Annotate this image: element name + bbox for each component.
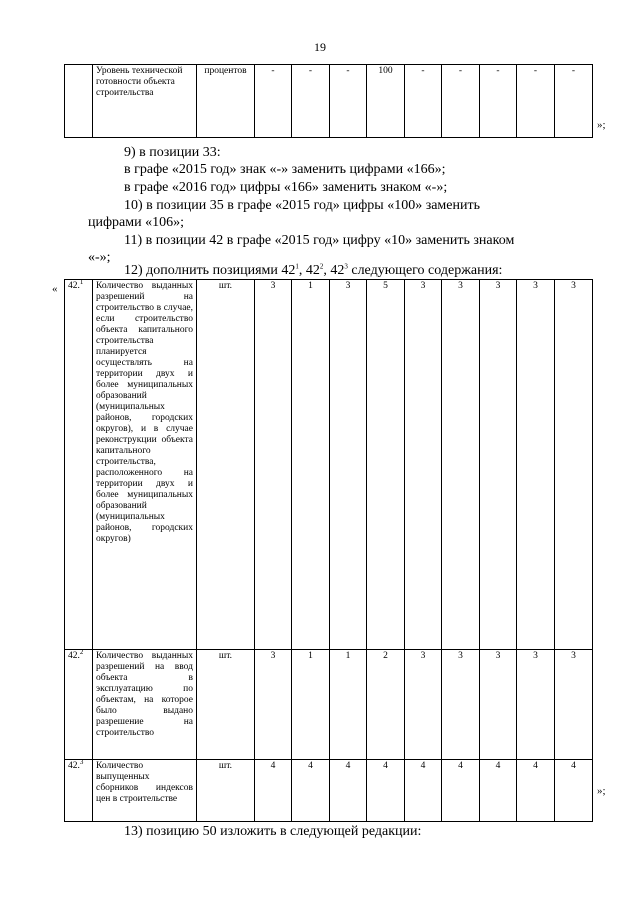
table-row <box>65 280 593 650</box>
value-cell: 1 <box>292 650 330 760</box>
value-cell: - <box>555 65 593 138</box>
value-cell: 3 <box>480 650 517 760</box>
closing-quote-mark: »; <box>597 785 606 797</box>
paragraph-12 <box>124 262 502 279</box>
paragraph-10b: цифрами «106»; <box>88 215 185 230</box>
value-cell: - <box>405 65 442 138</box>
paragraph-9: 9) в позиции 33: <box>124 145 221 160</box>
position-cell <box>65 65 93 138</box>
position-number: 42. <box>68 281 80 291</box>
paragraph-12-text: 12) дополнить позициями 42 <box>124 263 296 278</box>
paragraph-9a: в графе «2015 год» знак «-» заменить цифрами «166»; <box>124 162 446 177</box>
value-cell: - <box>330 65 367 138</box>
page-number: 19 <box>314 40 326 54</box>
paragraph-9b: в графе «2016 год» цифры «166» заменить знаком «-»; <box>124 180 448 195</box>
superscript: 1 <box>79 277 84 286</box>
main-table <box>64 279 593 822</box>
superscript: 3 <box>344 262 348 271</box>
value-cell: 4 <box>255 760 292 822</box>
value-cell: 4 <box>442 760 480 822</box>
value-cell: 4 <box>555 760 593 822</box>
value-cell: - <box>255 65 292 138</box>
value-cell: 1 <box>330 650 367 760</box>
superscript: 2 <box>79 647 84 656</box>
value-cell: 3 <box>255 650 292 760</box>
paragraph-12-text: следующего содержания: <box>347 263 503 278</box>
position-cell <box>65 647 93 760</box>
paragraph-11b: «-»; <box>88 250 111 265</box>
value-cell: - <box>292 65 330 138</box>
closing-quote-mark: »; <box>597 119 606 131</box>
paragraph-10a: 10) в позиции 35 в графе «2015 год» цифры «100» заменить <box>124 198 480 213</box>
paragraph-12-text: , 42 <box>323 263 345 278</box>
unit-cell: процентов <box>197 65 255 138</box>
paragraph-12-text: , 42 <box>298 263 320 278</box>
unit-cell: шт. <box>197 280 255 650</box>
value-cell: 100 <box>367 65 405 138</box>
value-cell: 3 <box>555 280 593 650</box>
unit-cell: шт. <box>197 760 255 822</box>
position-number: 42. <box>68 651 80 661</box>
value-cell: 3 <box>442 650 480 760</box>
value-cell: 3 <box>330 280 367 650</box>
value-cell: - <box>442 65 480 138</box>
value-cell: 4 <box>480 760 517 822</box>
value-cell: 3 <box>480 280 517 650</box>
opening-quote-mark: « <box>52 283 58 295</box>
value-cell: 2 <box>367 650 405 760</box>
superscript: 1 <box>295 262 299 271</box>
value-cell: 4 <box>405 760 442 822</box>
paragraph-11a: 11) в позиции 42 в графе «2015 год» цифру «10» заменить знаком <box>124 233 515 248</box>
value-cell: 4 <box>367 760 405 822</box>
unit-cell: шт. <box>197 650 255 760</box>
top-table <box>64 64 593 138</box>
value-cell: 3 <box>405 650 442 760</box>
value-cell: 3 <box>517 280 555 650</box>
table-row <box>65 65 593 138</box>
value-cell: 1 <box>292 280 330 650</box>
superscript: 2 <box>319 262 324 271</box>
value-cell: 3 <box>517 650 555 760</box>
position-number: 42. <box>68 761 80 771</box>
description-cell: Количество выданных разрешений на строительство в случае, если строительство объекта капитального строительства планируется осуществлять на территории двух и более муниципальных образований (муниципальных районов, городских округов), и в случае реконструкции объекта капитального строительства, расположенного на территории двух и более муниципальных образований (муниципальных районов, городских округов) <box>93 280 197 650</box>
position-cell <box>65 277 93 650</box>
table-row <box>65 760 593 822</box>
position-cell <box>65 757 93 822</box>
value-cell: 3 <box>405 280 442 650</box>
table-row <box>65 650 593 760</box>
value-cell: - <box>480 65 517 138</box>
value-cell: 4 <box>330 760 367 822</box>
value-cell: 3 <box>442 280 480 650</box>
description-cell: Уровень технической готовности объекта строительства <box>93 65 197 138</box>
description-cell: Количество выпущенных сборников индексов цен в строительстве <box>93 760 197 822</box>
value-cell: 5 <box>367 280 405 650</box>
value-cell: - <box>517 65 555 138</box>
paragraph-13: 13) позицию 50 изложить в следующей редакции: <box>124 824 422 839</box>
value-cell: 4 <box>292 760 330 822</box>
value-cell: 4 <box>517 760 555 822</box>
value-cell: 3 <box>255 280 292 650</box>
superscript: 3 <box>79 757 84 766</box>
value-cell: 3 <box>555 650 593 760</box>
description-cell: Количество выданных разрешений на ввод объекта в эксплуатацию по объектам, на которое было выдано разрешение на строительство <box>93 650 197 760</box>
